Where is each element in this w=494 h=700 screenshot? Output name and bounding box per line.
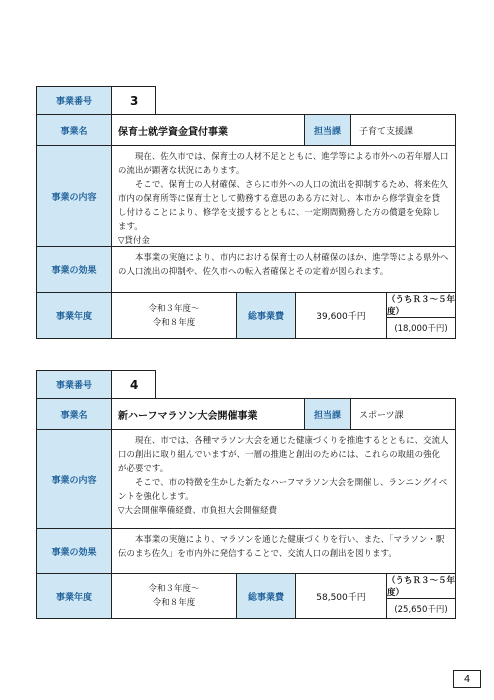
project-cost-row xyxy=(36,573,456,619)
project-content-row xyxy=(36,429,456,528)
total-cost-label: 総事業費 xyxy=(237,574,296,618)
dept-value: 子育て支援課 xyxy=(359,126,414,137)
years-end: 令和８年度 xyxy=(152,317,196,328)
project-effect-row xyxy=(36,246,456,292)
project-name: 新ハーフマラソン大会開催事業 xyxy=(118,410,258,422)
total-cost-label: 総事業費 xyxy=(237,293,296,338)
dept-label: 担当課 xyxy=(304,115,351,145)
effect-text: 本事業の実施により、マラソンを通じた健康づくりを行い、また、「マラソン・駅 伝のまち佐久」を市内外に発信することで、交流人口の創出を図ります。 xyxy=(118,534,445,558)
project-name-row xyxy=(36,114,456,145)
project-number: 4 xyxy=(130,377,139,392)
project-block-3 xyxy=(36,86,456,339)
sub-period-cost: (18,000千円) xyxy=(394,324,448,334)
project-number: 3 xyxy=(130,93,139,108)
total-cost-value: 39,600千円 xyxy=(296,293,387,338)
years-start: 令和３年度～ xyxy=(148,584,200,594)
sub-period-label: （うちＲ３～５年度） xyxy=(387,295,456,317)
effect-text: 本事業の実施により、市内における保育士の人材確保のほか、進学等による県外へ の人口流出の抑制や、佐久市への転入者確保とその定着が図られます。 xyxy=(118,252,449,276)
dept-label: 担当課 xyxy=(304,399,351,429)
content-text: 現在、佐久市では、保育士の人材不足とともに、進学等による市外への若年層人口 の流出が顕著な状況にあります。 そこで、保育士の人材確保、さらに市外への人口の流出を抑制するため、将来佐久 市内の保育所等に保育士として勤務する意思のある方に対し、本市から修学資金を貸 し付けることにより、修学を支援するとともに、一定期間勤務した方の償還を免除し ます。 ▽貸付金 xyxy=(118,151,449,245)
cost-breakdown xyxy=(387,574,455,618)
content-label: 事業の内容 xyxy=(37,430,112,528)
effect-label: 事業の効果 xyxy=(37,247,112,292)
project-block-4 xyxy=(36,370,456,619)
years-label: 事業年度 xyxy=(37,293,112,338)
dept-value: スポーツ課 xyxy=(359,410,404,421)
sub-period-cost: (25,650千円) xyxy=(394,604,448,615)
name-label: 事業名 xyxy=(37,399,112,429)
project-number-row xyxy=(36,86,156,114)
sub-period-label: （うちＲ３～５年度） xyxy=(387,576,456,598)
project-number-row xyxy=(36,370,156,398)
effect-label: 事業の効果 xyxy=(37,529,112,573)
years-start: 令和３年度～ xyxy=(148,303,200,314)
project-content-row xyxy=(36,145,456,246)
cost-breakdown xyxy=(387,293,455,338)
project-effect-row xyxy=(36,528,456,573)
project-cost-row xyxy=(36,292,456,339)
project-years xyxy=(112,574,237,618)
name-label: 事業名 xyxy=(37,115,112,145)
content-text: 現在、市では、各種マラソン大会を通じた健康づくりを推進するとともに、交流人 口の創出に取り組んでいますが、一層の推進と創出のためには、これらの取組の強化 が必要です。 そこで、市の特徴を生かした新たなハーフマラソン大会を開催し、ランニングイベ ントを強化します。 ▽大会開催準備経費、市負担大会開催経費 xyxy=(118,435,449,515)
number-label: 事業番号 xyxy=(37,371,112,398)
project-years xyxy=(112,293,237,338)
content-label: 事業の内容 xyxy=(37,146,112,246)
project-name: 保育士就学資金貸付事業 xyxy=(118,126,228,138)
years-label: 事業年度 xyxy=(37,574,112,618)
page-number: 4 xyxy=(453,670,481,688)
years-end: 令和８年度 xyxy=(152,598,196,608)
project-name-row xyxy=(36,398,456,429)
number-label: 事業番号 xyxy=(37,87,112,114)
total-cost-value: 58,500千円 xyxy=(296,574,387,618)
